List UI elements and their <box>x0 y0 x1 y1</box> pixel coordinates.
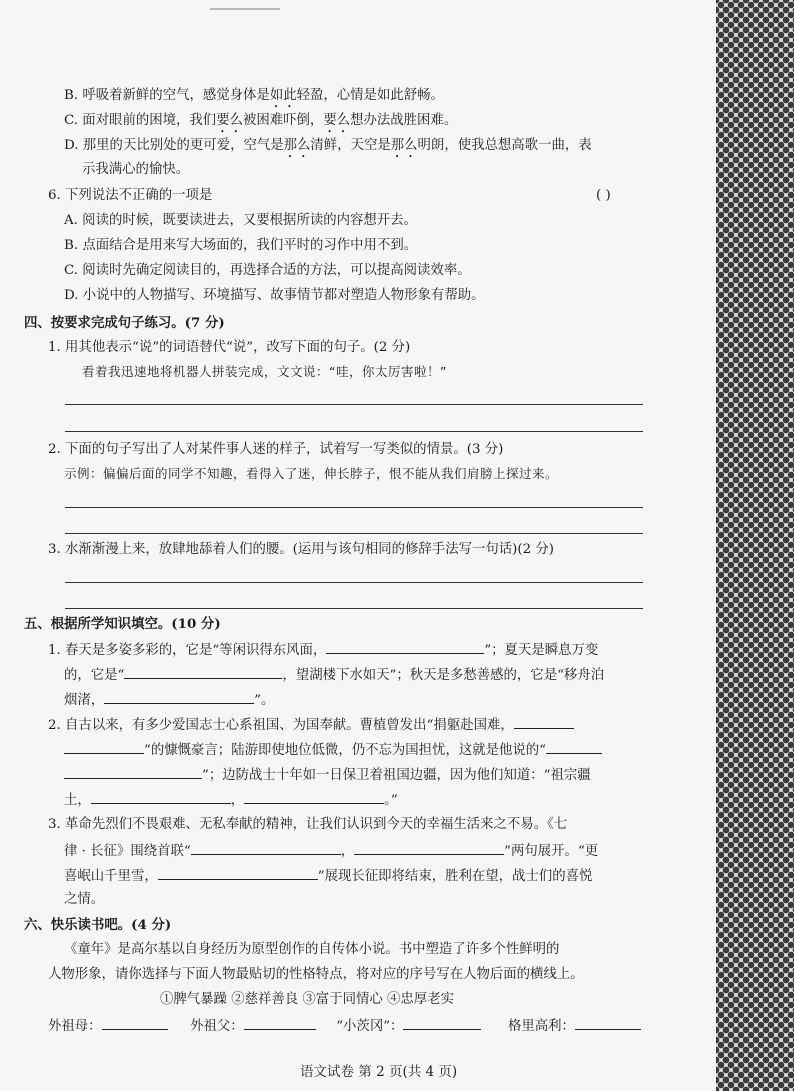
sec5-line-2: 的，它是“ ，望湖楼下水如天”；秋天是多愁善感的，它是“移舟泊 <box>64 664 604 686</box>
sec5-line-4: 2. 自古以来，有多少爱国志士心系祖国、为国奉献。曹植曾发出“捐躯赴国难， <box>48 714 574 736</box>
sec4-q1-example: 看着我迅速地将机器人拼装完成，文文说：“哇，你太厉害啦！” <box>82 364 447 379</box>
fill-blank[interactable] <box>64 739 144 754</box>
sec4-q2-example: 示例：偏偏后面的同学不知趣，看得入了迷，伸长脖子，恨不能从我们肩膀上探过来。 <box>64 466 559 481</box>
sec4-q3: 3. 水渐渐漫上来，放肆地舔着人们的腰。(运用与该句相同的修辞手法写一句话)(2 分) <box>48 542 554 557</box>
answer-line[interactable] <box>65 507 643 508</box>
q5-option-d: D. 那里的天比别处的更可爱，空气是那么清鲜，天空是那么明朗，使我总想高歌一曲，表 <box>64 138 592 153</box>
answer-line[interactable] <box>65 431 643 432</box>
q6-option-c: C. 阅读时先确定阅读目的，再选择合适的方法，可以提高阅读效率。 <box>64 263 471 278</box>
sec5-line-9: 律 · 长征》围绕首联“ ， ”两句展开。“更 <box>64 840 598 862</box>
sec5-line-7: 土， ， 。” <box>64 789 398 811</box>
answer-line[interactable] <box>65 582 643 583</box>
section-4-title: 四、按要求完成句子练习。(7 分) <box>24 315 225 331</box>
sec5-line-11: 之情。 <box>64 892 105 907</box>
sec5-line-3: 烟渚， ”。 <box>64 689 274 711</box>
fill-blank[interactable] <box>244 1015 316 1030</box>
fill-blank[interactable] <box>403 1015 481 1030</box>
sec5-line-5: ”的慷慨豪言；陆游即使地位低微，仍不忘为国担忧，这就是他说的“ <box>64 739 602 761</box>
sec6-options: ①脾气暴躁 ②慈祥善良 ③富于同情心 ④忠厚老实 <box>160 992 454 1007</box>
fill-blank[interactable] <box>124 664 282 679</box>
fill-blank[interactable] <box>191 840 341 855</box>
sec4-q1: 1. 用其他表示“说”的词语替代“说”，改写下面的句子。(2 分) <box>48 340 411 355</box>
sec5-line-6: ”；边防战士十年如一日保卫着祖国边疆，因为他们知道：“祖宗疆 <box>64 764 591 786</box>
fill-blank[interactable] <box>575 1015 641 1030</box>
fill-blank[interactable] <box>354 840 504 855</box>
section-6-title: 六、快乐读书吧。(4 分) <box>24 917 172 933</box>
q5-option-c: C. 面对眼前的困境，我们要么被困难吓倒，要么想办法战胜困难。 <box>64 113 458 128</box>
answer-line[interactable] <box>65 404 643 405</box>
q6-option-d: D. 小说中的人物描写、环境描写、故事情节都对塑造人物形象有帮助。 <box>64 288 485 303</box>
fill-blank[interactable] <box>244 789 384 804</box>
fill-blank[interactable] <box>64 764 202 779</box>
sec6-paragraph-1: 《童年》是高尔基以自身经历为原型创作的自传体小说。书中塑造了许多个性鲜明的 <box>64 942 560 957</box>
fill-blank[interactable] <box>104 689 254 704</box>
q5-option-d-cont: 示我满心的愉快。 <box>82 162 190 177</box>
bleed-through-text <box>330 168 334 183</box>
answer-line[interactable] <box>65 608 643 609</box>
q5-option-b: B. 呼吸着新鲜的空气，感觉身体是如此轻盈，心情是如此舒畅。 <box>64 88 444 103</box>
sec5-line-8: 3. 革命先烈们不畏艰难、无私奉献的精神，让我们认识到今天的幸福生活来之不易。《七 <box>48 817 568 832</box>
checker-pattern-border <box>716 0 794 1091</box>
fill-blank[interactable] <box>326 639 484 654</box>
fill-blank[interactable] <box>158 865 318 880</box>
sec5-line-10: 喜岷山千里雪， ”展现长征即将结束，胜利在望，战士们的喜悦 <box>64 865 592 887</box>
q6-option-b: B. 点面结合是用来写大场面的，我们平时的习作中用不到。 <box>64 238 418 253</box>
q6-stem: 6. 下列说法不正确的一项是 <box>48 188 213 203</box>
fill-blank[interactable] <box>91 789 231 804</box>
sec5-line-1: 1. 春天是多姿多彩的，它是“等闲识得东风面， ”；夏天是瞬息万变 <box>48 639 598 661</box>
sec4-q2: 2. 下面的句子写出了人对某件事人迷的样子，试着写一写类似的情景。(3 分) <box>48 442 504 457</box>
scan-mark <box>210 8 280 10</box>
q6-answer-paren[interactable]: ( ) <box>596 188 611 203</box>
sec6-characters: 外祖母： 外祖父： “小茨冈”： 格里高利： <box>48 1015 641 1037</box>
page-footer: 语文试卷 第 2 页(共 4 页) <box>300 1064 458 1080</box>
section-5-title: 五、根据所学知识填空。(10 分) <box>24 616 221 632</box>
answer-line[interactable] <box>65 533 643 534</box>
fill-blank[interactable] <box>102 1015 168 1030</box>
fill-blank[interactable] <box>546 739 602 754</box>
q6-option-a: A. 阅读的时候，既要读进去，又要根据所读的内容想开去。 <box>64 213 417 228</box>
fill-blank[interactable] <box>514 714 574 729</box>
sec6-paragraph-2: 人物形象，请你选择与下面人物最贴切的性格特点，将对应的序号写在人物后面的横线上。 <box>48 967 584 982</box>
